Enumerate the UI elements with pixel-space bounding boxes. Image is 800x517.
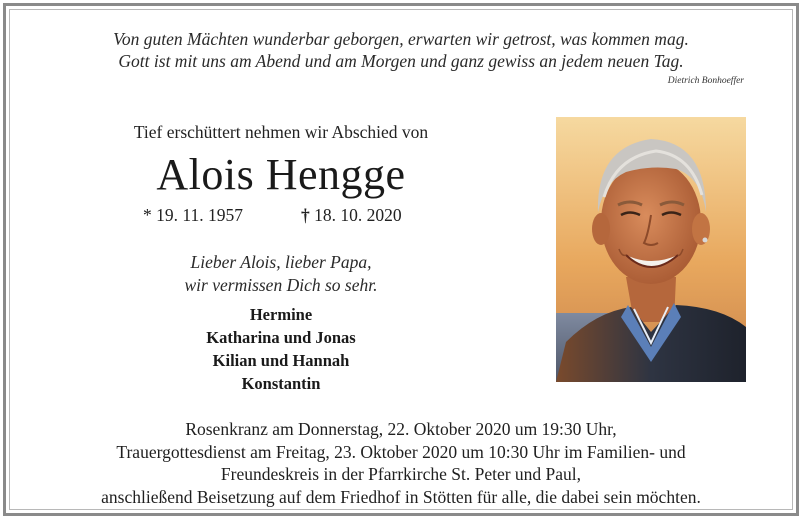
service-line-1: Rosenkranz am Donnerstag, 22. Oktober 2020 um 19:30 Uhr, [185,419,617,439]
death-date-group [301,205,402,226]
quote-line-1: Von guten Mächten wunderbar geborgen, erwarten wir getrost, was kommen mag. [113,29,689,49]
death-cross-icon: † [301,205,310,225]
personal-message [96,251,466,297]
birth-date: 19. 11. 1957 [156,205,243,225]
portrait-photo [556,117,746,382]
service-line-4: anschließend Beisetzung auf dem Friedhof in Stötten für alle, die dabei sein möchten. [101,486,701,507]
message-line-1: Lieber Alois, lieber Papa, [190,252,372,272]
family-member: Hermine [249,305,313,324]
service-line-2: Trauergottesdienst am Freitag, 23. Oktober 2020 um 10:30 Uhr im Familien- und [116,441,686,462]
family-member: Konstantin [241,374,321,393]
farewell-intro: Tief erschüttert nehmen wir Abschied von [133,122,429,142]
service-line-3: Freundeskreis in der Pfarrkirche St. Peter und Paul, [220,464,582,484]
bonhoeffer-quote [26,28,776,72]
death-date: 18. 10. 2020 [314,205,402,225]
deceased-name: Alois Hengge [156,150,406,199]
message-line-2: wir vermissen Dich so sehr. [184,275,378,295]
family-list [96,303,466,395]
funeral-service-info [36,418,766,508]
quote-line-2: Gott ist mit uns am Abend und am Morgen und ganz gewiss an jedem neuen Tag. [118,51,684,71]
birth-symbol: * [143,205,152,225]
birth-date-group [143,205,243,226]
family-member: Katharina und Jonas [206,328,356,347]
quote-author: Dietrich Bonhoeffer [667,76,744,86]
family-member: Kilian und Hannah [212,351,350,370]
